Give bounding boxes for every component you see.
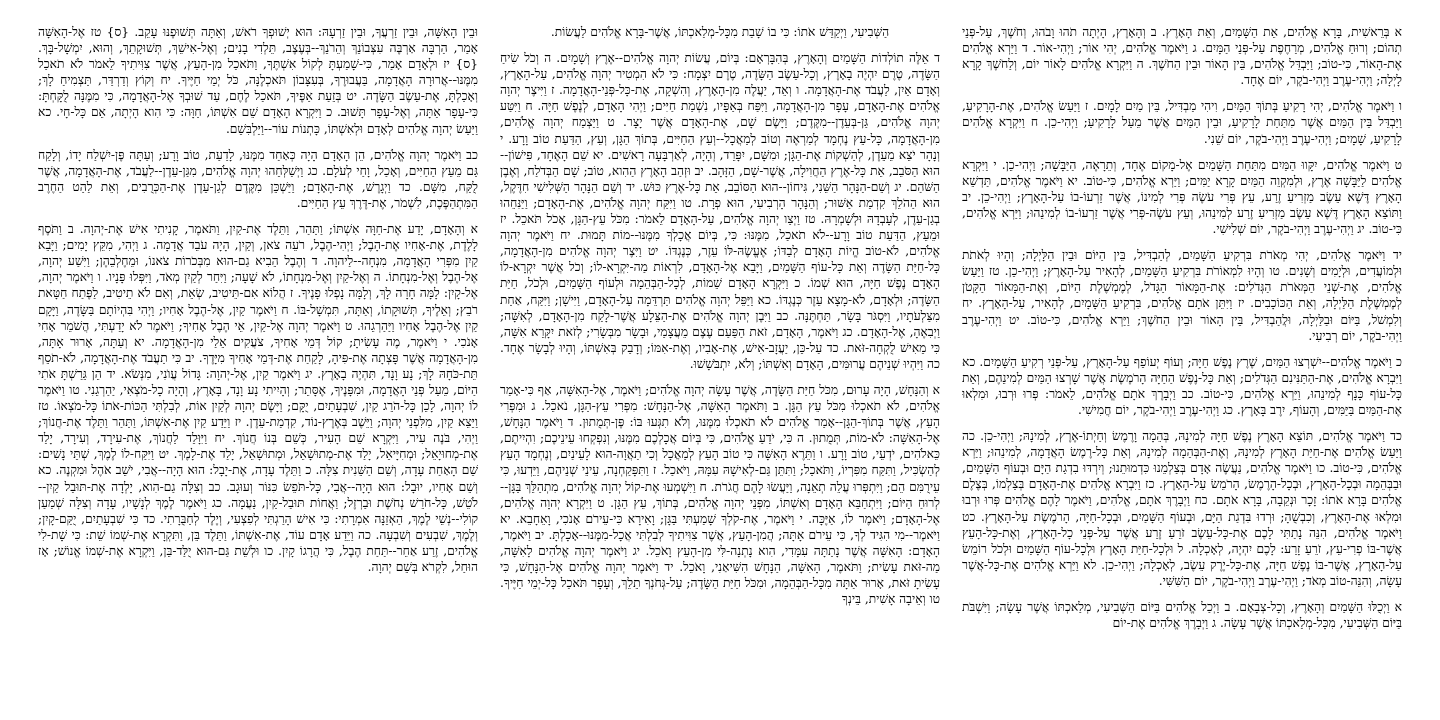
paragraph: וּבֵין הָאִשָּׁה, וּבֵין זַרְעֲךָ, וּבֵין זַרְעָהּ: הוּא יְשׁוּפְךָ רֹאשׁ, וְאַתָּה תְּשׁוּפֶנּוּ עָקֵב. {ס} טז אֶל-הָאִשָּׁה אָמַר, הַרְבָּה אַרְבֶּה עִצְּבוֹנֵךְ וְהֵרֹנֵךְ--בְּעֶצֶב, תֵּלְדִי בָנִים; וְאֶל-אִישֵׁךְ, תְּשׁוּקָתֵךְ, וְהוּא, יִמְשָׁל-בָּךְ. {ס} יז וּלְאָדָם אָמַר, כִּי-שָׁמַעְתָּ לְקוֹל אִשְׁתֶּךָ, וַתֹּאכַל מִן-הָעֵץ, אֲשֶׁר צִוִּיתִיךָ לֵאמֹר לֹא תֹאכַל מִמֶּנּוּ--אֲרוּרָה הָאֲדָמָה, בַּעֲבוּרֶךָ, בְּעִצָּבוֹן תֹּאכְלֶנָּה, כֹּל יְמֵי חַיֶּיךָ. יח וְקוֹץ וְדַרְדַּר, תַּצְמִיחַ לָךְ; וְאָכַלְתָּ, אֶת-עֵשֶׂב הַשָּׂדֶה. יט בְּזֵעַת אַפֶּיךָ, תֹּאכַל לֶחֶם, עַד שׁוּבְךָ אֶל-הָאֲדָמָה, כִּי מִמֶּנָּה לֻקָּחְתָּ: כִּי-עָפָר אַתָּה, וְאֶל-עָפָר תָּשׁוּב. כ וַיִּקְרָא הָאָדָם שֵׁם אִשְׁתּוֹ, חַוָּה: כִּי הִוא הָיְתָה, אֵם כָּל-חָי. כא וַיַּעַשׂ יְהוָה אֱלֹהִים לְאָדָם וּלְאִשְׁתּוֹ, כָּתְנוֹת עוֹר--וַיַּלְבִּשֵׁם. — [38, 25, 478, 136]
paragraph: ט וַיֹּאמֶר אֱלֹהִים, יִקָּווּ הַמַּיִם מִתַּחַת הַשָּׁמַיִם אֶל-מָקוֹם אֶחָד, וְתֵרָאֶה, הַיַּבָּשָׁה; וַיְהִי-כֵן. י וַיִּקְרָא אֱלֹהִים לַיַּבָּשָׁה אֶרֶץ, וּלְמִקְוֵה הַמַּיִם קָרָא יַמִּים; וַיַּרְא אֱלֹהִים, כִּי-טוֹב. יא וַיֹּאמֶר אֱלֹהִים, תַּדְשֵׁא הָאָרֶץ דֶּשֶׁא עֵשֶׂב מַזְרִיעַ זֶרַע, עֵץ פְּרִי עֹשֶׂה פְּרִי לְמִינוֹ, אֲשֶׁר זַרְעוֹ-בוֹ עַל-הָאָרֶץ; וַיְהִי-כֵן. יב וַתּוֹצֵא הָאָרֶץ דֶּשֶׁא עֵשֶׂב מַזְרִיעַ זֶרַע לְמִינֵהוּ, וְעֵץ עֹשֶׂה-פְּרִי אֲשֶׁר זַרְעוֹ-בוֹ לְמִינֵהוּ; וַיַּרְא אֱלֹהִים, כִּי-טוֹב. יג וַיְהִי-עֶרֶב וַיְהִי-בֹקֶר, יוֹם שְׁלִישִׁי. — [962, 157, 1402, 237]
text-column-left — [38, 24, 478, 700]
paragraph: כב וַיֹּאמֶר יְהוָה אֱלֹהִים, הֵן הָאָדָם הָיָה כְּאַחַד מִמֶּנּוּ, לָדַעַת, טוֹב וָרָע; וְעַתָּה פֶּן-יִשְׁלַח יָדוֹ, וְלָקַח גַּם מֵעֵץ הַחַיִּים, וְאָכַל, וָחַי לְעֹלָם. כג וַיְשַׁלְּחֵהוּ יְהוָה אֱלֹהִים, מִגַּן-עֵדֶן--לַעֲבֹד, אֶת-הָאֲדָמָה, אֲשֶׁר לֻקַּח, מִשָּׁם. כד וַיְגָרֶשׁ, אֶת-הָאָדָם; וַיַּשְׁכֵּן מִקֶּדֶם לְגַן-עֵדֶן אֶת-הַכְּרֻבִים, וְאֵת לַהַט הַחֶרֶב הַמִּתְהַפֶּכֶת, לִשְׁמֹר, אֶת-דֶּרֶךְ עֵץ הַחַיִּים. — [38, 147, 478, 210]
paragraph: ד אֵלֶּה תוֹלְדוֹת הַשָּׁמַיִם וְהָאָרֶץ, בְּהִבָּרְאָם: בְּיוֹם, עֲשׂוֹת יְהוָה אֱלֹהִים--אֶרֶץ וְשָׁמָיִם. ה וְכֹל שִׂיחַ הַשָּׂדֶה, טֶרֶם יִהְיֶה בָאָרֶץ, וְכָל-עֵשֶׂב הַשָּׂדֶה, טֶרֶם יִצְמָח: כִּי לֹא הִמְטִיר יְהוָה אֱלֹהִים, עַל-הָאָרֶץ, וְאָדָם אַיִן, לַעֲבֹד אֶת-הָאֲדָמָה. ו וְאֵד, יַעֲלֶה מִן-הָאָרֶץ, וְהִשְׁקָה, אֶת-כָּל-פְּנֵי-הָאֲדָמָה. ז וַיִּיצֶר יְהוָה אֱלֹהִים אֶת-הָאָדָם, עָפָר מִן-הָאֲדָמָה, וַיִּפַּח בְּאַפָּיו, נִשְׁמַת חַיִּים; וַיְהִי הָאָדָם, לְנֶפֶשׁ חַיָּה. ח וַיִּטַּע יְהוָה אֱלֹהִים, גַּן-בְּעֵדֶן--מִקֶּדֶם; וַיָּשֶׂם שָׁם, אֶת-הָאָדָם אֲשֶׁר יָצָר. ט וַיַּצְמַח יְהוָה אֱלֹהִים, מִן-הָאֲדָמָה, כָּל-עֵץ נֶחְמָד לְמַרְאֶה וְטוֹב לְמַאֲכָל--וְעֵץ הַחַיִּים, בְּתוֹךְ הַגָּן, וְעֵץ, הַדַּעַת טוֹב וָרָע. י וְנָהָר יֹצֵא מֵעֵדֶן, לְהַשְׁקוֹת אֶת-הַגָּן; וּמִשָּׁם, יִפָּרֵד, וְהָיָה, לְאַרְבָּעָה רָאשִׁים. יא שֵׁם הָאֶחָד, פִּישׁוֹן--הוּא הַסֹּבֵב, אֵת כָּל-אֶרֶץ הַחֲוִילָה, אֲשֶׁר-שָׁם, הַזָּהָב. יב וּזְהַב הָאָרֶץ הַהִוא, טוֹב; שָׁם הַבְּדֹלַח, וְאֶבֶן הַשֹּׁהַם. יג וְשֵׁם-הַנָּהָר הַשֵּׁנִי, גִּיחוֹן--הוּא הַסּוֹבֵב, אֵת כָּל-אֶרֶץ כּוּשׁ. יד וְשֵׁם הַנָּהָר הַשְּׁלִישִׁי חִדֶּקֶל, הוּא הַהֹלֵךְ קִדְמַת אַשּׁוּר; וְהַנָּהָר הָרְבִיעִי, הוּא פְרָת. טו וַיִּקַּח יְהוָה אֱלֹהִים, אֶת-הָאָדָם; וַיַּנִּחֵהוּ בְגַן-עֵדֶן, לְעָבְדָהּ וּלְשָׁמְרָהּ. טז וַיְצַו יְהוָה אֱלֹהִים, עַל-הָאָדָם לֵאמֹר: מִכֹּל עֵץ-הַגָּן, אָכֹל תֹּאכֵל. יז וּמֵעֵץ, הַדַּעַת טוֹב וָרָע--לֹא תֹאכַל, מִמֶּנּוּ: כִּי, בְּיוֹם אֲכָלְךָ מִמֶּנּוּ--מוֹת תָּמוּת. יח וַיֹּאמֶר יְהוָה אֱלֹהִים, לֹא-טוֹב הֱיוֹת הָאָדָם לְבַדּוֹ; אֶעֱשֶׂהּ-לּוֹ עֵזֶר, כְּנֶגְדּוֹ. יט וַיִּצֶר יְהוָה אֱלֹהִים מִן-הָאֲדָמָה, כָּל-חַיַּת הַשָּׂדֶה וְאֵת כָּל-עוֹף הַשָּׁמַיִם, וַיָּבֵא אֶל-הָאָדָם, לִרְאוֹת מַה-יִּקְרָא-לוֹ; וְכֹל אֲשֶׁר יִקְרָא-לוֹ הָאָדָם נֶפֶשׁ חַיָּה, הוּא שְׁמוֹ. כ וַיִּקְרָא הָאָדָם שֵׁמוֹת, לְכָל-הַבְּהֵמָה וּלְעוֹף הַשָּׁמַיִם, וּלְכֹל, חַיַּת הַשָּׂדֶה; וּלְאָדָם, לֹא-מָצָא עֵזֶר כְּנֶגְדּוֹ. כא וַיַּפֵּל יְהוָה אֱלֹהִים תַּרְדֵּמָה עַל-הָאָדָם, וַיִּישָׁן; וַיִּקַּח, אַחַת מִצַּלְעֹתָיו, וַיִּסְגֹּר בָּשָׂר, תַּחְתֶּנָּה. כב וַיִּבֶן יְהוָה אֱלֹהִים אֶת-הַצֵּלָע אֲשֶׁר-לָקַח מִן-הָאָדָם, לְאִשָּׁה; וַיְבִאֶהָ, אֶל-הָאָדָם. כג וַיֹּאמֶר, הָאָדָם, זֹאת הַפַּעַם עֶצֶם מֵעֲצָמַי, וּבָשָׂר מִבְּשָׂרִי; לְזֹאת יִקָּרֵא אִשָּׁה, כִּי מֵאִישׁ לֻקְחָה-זֹּאת. כד עַל-כֵּן, יַעֲזָב-אִישׁ, אֶת-אָבִיו, וְאֶת-אִמּוֹ; וְדָבַק בְּאִשְׁתּוֹ, וְהָיוּ לְבָשָׂר אֶחָד. כה וַיִּהְיוּ שְׁנֵיהֶם עֲרוּמִּים, הָאָדָם וְאִשְׁתּוֹ; וְלֹא, יִתְבֹּשָׁשׁוּ. — [500, 51, 940, 371]
paragraph: ו וַיֹּאמֶר אֱלֹהִים, יְהִי רָקִיעַ בְּתוֹךְ הַמָּיִם, וִיהִי מַבְדִּיל, בֵּין מַיִם לָמָיִם. ז וַיַּעַשׂ אֱלֹהִים, אֶת-הָרָקִיעַ, וַיַּבְדֵּל בֵּין הַמַּיִם אֲשֶׁר מִתַּחַת לָרָקִיעַ, וּבֵין הַמַּיִם אֲשֶׁר מֵעַל לָרָקִיעַ; וַיְהִי-כֵן. ח וַיִּקְרָא אֱלֹהִים לָרָקִיעַ, שָׁמָיִם; וַיְהִי-עֶרֶב וַיְהִי-בֹקֶר, יוֹם שֵׁנִי. — [962, 99, 1402, 146]
paragraph: כד וַיֹּאמֶר אֱלֹהִים, תּוֹצֵא הָאָרֶץ נֶפֶשׁ חַיָּה לְמִינָהּ, בְּהֵמָה וָרֶמֶשׂ וְחַיְתוֹ-אֶרֶץ, לְמִינָהּ; וַיְהִי-כֵן. כה וַיַּעַשׂ אֱלֹהִים אֶת-חַיַּת הָאָרֶץ לְמִינָהּ, וְאֶת-הַבְּהֵמָה לְמִינָהּ, וְאֵת כָּל-רֶמֶשׂ הָאֲדָמָה, לְמִינֵהוּ; וַיַּרְא אֱלֹהִים, כִּי-טוֹב. כו וַיֹּאמֶר אֱלֹהִים, נַעֲשֶׂה אָדָם בְּצַלְמֵנוּ כִּדְמוּתֵנוּ; וְיִרְדּוּ בִדְגַת הַיָּם וּבְעוֹף הַשָּׁמַיִם, וּבַבְּהֵמָה וּבְכָל-הָאָרֶץ, וּבְכָל-הָרֶמֶשׂ, הָרֹמֵשׂ עַל-הָאָרֶץ. כז וַיִּבְרָא אֱלֹהִים אֶת-הָאָדָם בְּצַלְמוֹ, בְּצֶלֶם אֱלֹהִים בָּרָא אֹתוֹ: זָכָר וּנְקֵבָה, בָּרָא אֹתָם. כח וַיְבָרֶךְ אֹתָם, אֱלֹהִים, וַיֹּאמֶר לָהֶם אֱלֹהִים פְּרוּ וּרְבוּ וּמִלְאוּ אֶת-הָאָרֶץ, וְכִבְשֻׁהָ; וּרְדוּ בִּדְגַת הַיָּם, וּבְעוֹף הַשָּׁמַיִם, וּבְכָל-חַיָּה, הָרֹמֶשֶׂת עַל-הָאָרֶץ. כט וַיֹּאמֶר אֱלֹהִים, הִנֵּה נָתַתִּי לָכֶם אֶת-כָּל-עֵשֶׂב זֹרֵעַ זֶרַע אֲשֶׁר עַל-פְּנֵי כָל-הָאָרֶץ, וְאֶת-כָּל-הָעֵץ אֲשֶׁר-בּוֹ פְרִי-עֵץ, זֹרֵעַ זָרַע: לָכֶם יִהְיֶה, לְאָכְלָה. ל וּלְכָל-חַיַּת הָאָרֶץ וּלְכָל-עוֹף הַשָּׁמַיִם וּלְכֹל רוֹמֵשׂ עַל-הָאָרֶץ, אֲשֶׁר-בּוֹ נֶפֶשׁ חַיָּה, אֶת-כָּל-יֶרֶק עֵשֶׂב, לְאָכְלָה; וַיְהִי-כֵן. לא וַיַּרְא אֱלֹהִים אֶת-כָּל-אֲשֶׁר עָשָׂה, וְהִנֵּה-טוֹב מְאֹד; וַיְהִי-עֶרֶב וַיְהִי-בֹקֶר, יוֹם הַשִּׁשִּׁי. — [962, 429, 1402, 588]
paragraph: הַשְּׁבִיעִי, וַיְקַדֵּשׁ אֹתוֹ: כִּי בוֹ שָׁבַת מִכָּל-מְלַאכְתּוֹ, אֲשֶׁר-בָּרָא אֱלֹהִים לַעֲשׂוֹת. — [550, 25, 890, 39]
text-column-middle — [500, 24, 940, 700]
paragraph: א וְהַנָּחָשׁ, הָיָה עָרוּם, מִכֹּל חַיַּת הַשָּׂדֶה, אֲשֶׁר עָשָׂה יְהוָה אֱלֹהִים; וַיֹּאמֶר, אֶל-הָאִשָּׁה, אַף כִּי-אָמַר אֱלֹהִים, לֹא תֹאכְלוּ מִכֹּל עֵץ הַגָּן. ב וַתֹּאמֶר הָאִשָּׁה, אֶל-הַנָּחָשׁ: מִפְּרִי עֵץ-הַגָּן, נֹאכֵל. ג וּמִפְּרִי הָעֵץ, אֲשֶׁר בְּתוֹךְ-הַגָּן--אָמַר אֱלֹהִים לֹא תֹאכְלוּ מִמֶּנּוּ, וְלֹא תִגְּעוּ בּוֹ: פֶּן-תְּמֻתוּן. ד וַיֹּאמֶר הַנָּחָשׁ, אֶל-הָאִשָּׁה: לֹא-מוֹת, תְּמֻתוּן. ה כִּי, יֹדֵעַ אֱלֹהִים, כִּי בְּיוֹם אֲכָלְכֶם מִמֶּנּוּ, וְנִפְקְחוּ עֵינֵיכֶם; וִהְיִיתֶם, כֵּאלֹהִים, יֹדְעֵי, טוֹב וָרָע. ו וַתֵּרֶא הָאִשָּׁה כִּי טוֹב הָעֵץ לְמַאֲכָל וְכִי תַאֲוָה-הוּא לָעֵינַיִם, וְנֶחְמָד הָעֵץ לְהַשְׂכִּיל, וַתִּקַּח מִפִּרְיוֹ, וַתֹּאכַל; וַתִּתֵּן גַּם-לְאִישָׁהּ עִמָּהּ, וַיֹּאכַל. ז וַתִּפָּקַחְנָה, עֵינֵי שְׁנֵיהֶם, וַיֵּדְעוּ, כִּי עֵירֻמִּם הֵם; וַיִּתְפְּרוּ עֲלֵה תְאֵנָה, וַיַּעֲשׂוּ לָהֶם חֲגֹרֹת. ח וַיִּשְׁמְעוּ אֶת-קוֹל יְהוָה אֱלֹהִים, מִתְהַלֵּךְ בַּגָּן--לְרוּחַ הַיּוֹם; וַיִּתְחַבֵּא הָאָדָם וְאִשְׁתּוֹ, מִפְּנֵי יְהוָה אֱלֹהִים, בְּתוֹךְ, עֵץ הַגָּן. ט וַיִּקְרָא יְהוָה אֱלֹהִים, אֶל-הָאָדָם; וַיֹּאמֶר לוֹ, אַיֶּכָּה. י וַיֹּאמֶר, אֶת-קֹלְךָ שָׁמַעְתִּי בַּגָּן; וָאִירָא כִּי-עֵירֹם אָנֹכִי, וָאֵחָבֵא. יא וַיֹּאמֶר--מִי הִגִּיד לְךָ, כִּי עֵירֹם אָתָּה; הֲמִן-הָעֵץ, אֲשֶׁר צִוִּיתִיךָ לְבִלְתִּי אֲכָל-מִמֶּנּוּ--אָכָלְתָּ. יב וַיֹּאמֶר, הָאָדָם: הָאִשָּׁה אֲשֶׁר נָתַתָּה עִמָּדִי, הִוא נָתְנָה-לִּי מִן-הָעֵץ וָאֹכֵל. יג וַיֹּאמֶר יְהוָה אֱלֹהִים לָאִשָּׁה, מַה-זֹּאת עָשִׂית; וַתֹּאמֶר, הָאִשָּׁה, הַנָּחָשׁ הִשִּׁיאַנִי, וָאֹכֵל. יד וַיֹּאמֶר יְהוָה אֱלֹהִים אֶל-הַנָּחָשׁ, כִּי עָשִׂיתָ זֹּאת, אָרוּר אַתָּה מִכָּל-הַבְּהֵמָה, וּמִכֹּל חַיַּת הַשָּׂדֶה; עַל-גְּחֹנְךָ תֵלֵךְ, וְעָפָר תֹּאכַל כָּל-יְמֵי חַיֶּיךָ. טו וְאֵיבָה אָשִׁית, בֵּינְךָ — [500, 382, 940, 607]
paragraph: א וְהָאָדָם, יָדַע אֶת-חַוָּה אִשְׁתּוֹ; וַתַּהַר, וַתֵּלֶד אֶת-קַיִן, וַתֹּאמֶר, קָנִיתִי אִישׁ אֶת-יְהוָה. ב וַתֹּסֶף לָלֶדֶת, אֶת-אָחִיו אֶת-הָבֶל; וַיְהִי-הֶבֶל, רֹעֵה צֹאן, וְקַיִן, הָיָה עֹבֵד אֲדָמָה. ג וַיְהִי, מִקֵּץ יָמִים; וַיָּבֵא קַיִן מִפְּרִי הָאֲדָמָה, מִנְחָה--לַיהוָה. ד וְהֶבֶל הֵבִיא גַם-הוּא מִבְּכֹרוֹת צֹאנוֹ, וּמֵחֶלְבֵהֶן; וַיִּשַׁע יְהוָה, אֶל-הֶבֶל וְאֶל-מִנְחָתוֹ. ה וְאֶל-קַיִן וְאֶל-מִנְחָתוֹ, לֹא שָׁעָה; וַיִּחַר לְקַיִן מְאֹד, וַיִּפְּלוּ פָּנָיו. ו וַיֹּאמֶר יְהוָה, אֶל-קָיִן: לָמָּה חָרָה לָךְ, וְלָמָּה נָפְלוּ פָנֶיךָ. ז הֲלוֹא אִם-תֵּיטִיב, שְׂאֵת, וְאִם לֹא תֵיטִיב, לַפֶּתַח חַטָּאת רֹבֵץ; וְאֵלֶיךָ, תְּשׁוּקָתוֹ, וְאַתָּה, תִּמְשָׁל-בּוֹ. ח וַיֹּאמֶר קַיִן, אֶל-הֶבֶל אָחִיו; וַיְהִי בִּהְיוֹתָם בַּשָּׂדֶה, וַיָּקָם קַיִן אֶל-הֶבֶל אָחִיו וַיַּהַרְגֵהוּ. ט וַיֹּאמֶר יְהוָה אֶל-קַיִן, אֵי הֶבֶל אָחִיךָ; וַיֹּאמֶר לֹא יָדַעְתִּי, הֲשֹׁמֵר אָחִי אָנֹכִי. י וַיֹּאמֶר, מֶה עָשִׂיתָ; קוֹל דְּמֵי אָחִיךָ, צֹעֲקִים אֵלַי מִן-הָאֲדָמָה. יא וְעַתָּה, אָרוּר אָתָּה, מִן-הָאֲדָמָה אֲשֶׁר פָּצְתָה אֶת-פִּיהָ, לָקַחַת אֶת-דְּמֵי אָחִיךָ מִיָּדֶךָ. יב כִּי תַעֲבֹד אֶת-הָאֲדָמָה, לֹא-תֹסֵף תֵּת-כֹּחָהּ לָךְ; נָע וָנָד, תִּהְיֶה בָאָרֶץ. יג וַיֹּאמֶר קַיִן, אֶל-יְהוָה: גָּדוֹל עֲוֺנִי, מִנְּשֹׂא. יד הֵן גֵּרַשְׁתָּ אֹתִי הַיּוֹם, מֵעַל פְּנֵי הָאֲדָמָה, וּמִפָּנֶיךָ, אֶסָּתֵר; וְהָיִיתִי נָע וָנָד, בָּאָרֶץ, וְהָיָה כָל-מֹצְאִי, יַהַרְגֵנִי. טו וַיֹּאמֶר לוֹ יְהוָה, לָכֵן כָּל-הֹרֵג קַיִן, שִׁבְעָתַיִם, יֻקָּם; וַיָּשֶׂם יְהוָה לְקַיִן אוֹת, לְבִלְתִּי הַכּוֹת-אֹתוֹ כָּל-מֹצְאוֹ. טז וַיֵּצֵא קַיִן, מִלִּפְנֵי יְהוָה; וַיֵּשֶׁב בְּאֶרֶץ-נוֹד, קִדְמַת-עֵדֶן. יז וַיֵּדַע קַיִן אֶת-אִשְׁתּוֹ, וַתַּהַר וַתֵּלֶד אֶת-חֲנוֹךְ; וַיְהִי, בֹּנֶה עִיר, וַיִּקְרָא שֵׁם הָעִיר, כְּשֵׁם בְּנוֹ חֲנוֹךְ. יח וַיִּוָּלֵד לַחֲנוֹךְ, אֶת-עִירָד, וְעִירָד, יָלַד אֶת-מְחוּיָאֵל; וּמְחִיָּיאֵל, יָלַד אֶת-מְתוּשָׁאֵל, וּמְתוּשָׁאֵל, יָלַד אֶת-לָמֶךְ. יט וַיִּקַּח-לוֹ לֶמֶךְ, שְׁתֵּי נָשִׁים: שֵׁם הָאַחַת עָדָה, וְשֵׁם הַשֵּׁנִית צִלָּה. כ וַתֵּלֶד עָדָה, אֶת-יָבָל: הוּא הָיָה--אֲבִי, יֹשֵׁב אֹהֶל וּמִקְנֶה. כא וְשֵׁם אָחִיו, יוּבָל: הוּא הָיָה--אֲבִי, כָּל-תֹּפֵשׂ כִּנּוֹר וְעוּגָב. כב וְצִלָּה גַם-הִוא, יָלְדָה אֶת-תּוּבַל קַיִן--לֹטֵשׁ, כָּל-חֹרֵשׁ נְחֹשֶׁת וּבַרְזֶל; וַאֲחוֹת תּוּבַל-קַיִן, נַעֲמָה. כג וַיֹּאמֶר לֶמֶךְ לְנָשָׁיו, עָדָה וְצִלָּה שְׁמַעַן קוֹלִי--נְשֵׁי לֶמֶךְ, הַאְזֵנָּה אִמְרָתִי: כִּי אִישׁ הָרַגְתִּי לְפִצְעִי, וְיֶלֶד לְחַבֻּרָתִי. כד כִּי שִׁבְעָתַיִם, יֻקַּם-קָיִן; וְלֶמֶךְ, שִׁבְעִים וְשִׁבְעָה. כה וַיֵּדַע אָדָם עוֹד, אֶת-אִשְׁתּוֹ, וַתֵּלֶד בֵּן, וַתִּקְרָא אֶת-שְׁמוֹ שֵׁת: כִּי שָׁת-לִי אֱלֹהִים, זֶרַע אַחֵר--תַּחַת הֶבֶל, כִּי הֲרָגוֹ קָיִן. כו וּלְשֵׁת גַּם-הוּא יֻלַּד-בֵּן, וַיִּקְרָא אֶת-שְׁמוֹ אֱנוֹשׁ; אָז הוּחַל, לִקְרֹא בְּשֵׁם יְהוָה. — [38, 222, 478, 574]
paragraph: יד וַיֹּאמֶר אֱלֹהִים, יְהִי מְאֹרֹת בִּרְקִיעַ הַשָּׁמַיִם, לְהַבְדִּיל, בֵּין הַיּוֹם וּבֵין הַלָּיְלָה; וְהָיוּ לְאֹתֹת וּלְמוֹעֲדִים, וּלְיָמִים וְשָׁנִים. טו וְהָיוּ לִמְאוֹרֹת בִּרְקִיעַ הַשָּׁמַיִם, לְהָאִיר עַל-הָאָרֶץ; וַיְהִי-כֵן. טז וַיַּעַשׂ אֱלֹהִים, אֶת-שְׁנֵי הַמְּאֹרֹת הַגְּדֹלִים: אֶת-הַמָּאוֹר הַגָּדֹל, לְמֶמְשֶׁלֶת הַיּוֹם, וְאֶת-הַמָּאוֹר הַקָּטֹן לְמֶמְשֶׁלֶת הַלַּיְלָה, וְאֵת הַכּוֹכָבִים. יז וַיִּתֵּן אֹתָם אֱלֹהִים, בִּרְקִיעַ הַשָּׁמָיִם, לְהָאִיר, עַל-הָאָרֶץ. יח וְלִמְשֹׁל, בַּיּוֹם וּבַלַּיְלָה, וּלֲהַבְדִּיל, בֵּין הָאוֹר וּבֵין הַחֹשֶׁךְ; וַיַּרְא אֱלֹהִים, כִּי-טוֹב. יט וַיְהִי-עֶרֶב וַיְהִי-בֹקֶר, יוֹם רְבִיעִי. — [962, 248, 1402, 343]
paragraph: כ וַיֹּאמֶר אֱלֹהִים--יִשְׁרְצוּ הַמַּיִם, שֶׁרֶץ נֶפֶשׁ חַיָּה; וְעוֹף יְעוֹפֵף עַל-הָאָרֶץ, עַל-פְּנֵי רְקִיעַ הַשָּׁמָיִם. כא וַיִּבְרָא אֱלֹהִים, אֶת-הַתַּנִּינִם הַגְּדֹלִים; וְאֵת כָּל-נֶפֶשׁ הַחַיָּה הָרֹמֶשֶׂת אֲשֶׁר שָׁרְצוּ הַמַּיִם לְמִינֵהֶם, וְאֵת כָּל-עוֹף כָּנָף לְמִינֵהוּ, וַיַּרְא אֱלֹהִים, כִּי-טוֹב. כב וַיְבָרֶךְ אֹתָם אֱלֹהִים, לֵאמֹר: פְּרוּ וּרְבוּ, וּמִלְאוּ אֶת-הַמַּיִם בַּיַּמִּים, וְהָעוֹף, יִרֶב בָּאָרֶץ. כג וַיְהִי-עֶרֶב וַיְהִי-בֹקֶר, יוֹם חֲמִישִׁי. — [962, 354, 1402, 417]
paragraph: א בְּרֵאשִׁית, בָּרָא אֱלֹהִים, אֵת הַשָּׁמַיִם, וְאֵת הָאָרֶץ. ב וְהָאָרֶץ, הָיְתָה תֹהוּ וָבֹהוּ, וְחֹשֶׁךְ, עַל-פְּנֵי תְהוֹם; וְרוּחַ אֱלֹהִים, מְרַחֶפֶת עַל-פְּנֵי הַמָּיִם. ג וַיֹּאמֶר אֱלֹהִים, יְהִי אוֹר; וַיְהִי-אוֹר. ד וַיַּרְא אֱלֹהִים אֶת-הָאוֹר, כִּי-טוֹב; וַיַּבְדֵּל אֱלֹהִים, בֵּין הָאוֹר וּבֵין הַחֹשֶׁךְ. ה וַיִּקְרָא אֱלֹהִים לָאוֹר יוֹם, וְלַחֹשֶׁךְ קָרָא לָיְלָה; וַיְהִי-עֶרֶב וַיְהִי-בֹקֶר, יוֹם אֶחָד. — [962, 25, 1402, 88]
paragraph: א וַיְכֻלּוּ הַשָּׁמַיִם וְהָאָרֶץ, וְכָל-צְבָאָם. ב וַיְכַל אֱלֹהִים בַּיּוֹם הַשְּׁבִיעִי, מְלַאכְתּוֹ אֲשֶׁר עָשָׂה; וַיִּשְׁבֹּת בַּיּוֹם הַשְּׁבִיעִי, מִכָּל-מְלַאכְתּוֹ אֲשֶׁר עָשָׂה. ג וַיְבָרֶךְ אֱלֹהִים אֶת-יוֹם — [962, 600, 1402, 631]
text-column-right — [962, 24, 1402, 700]
